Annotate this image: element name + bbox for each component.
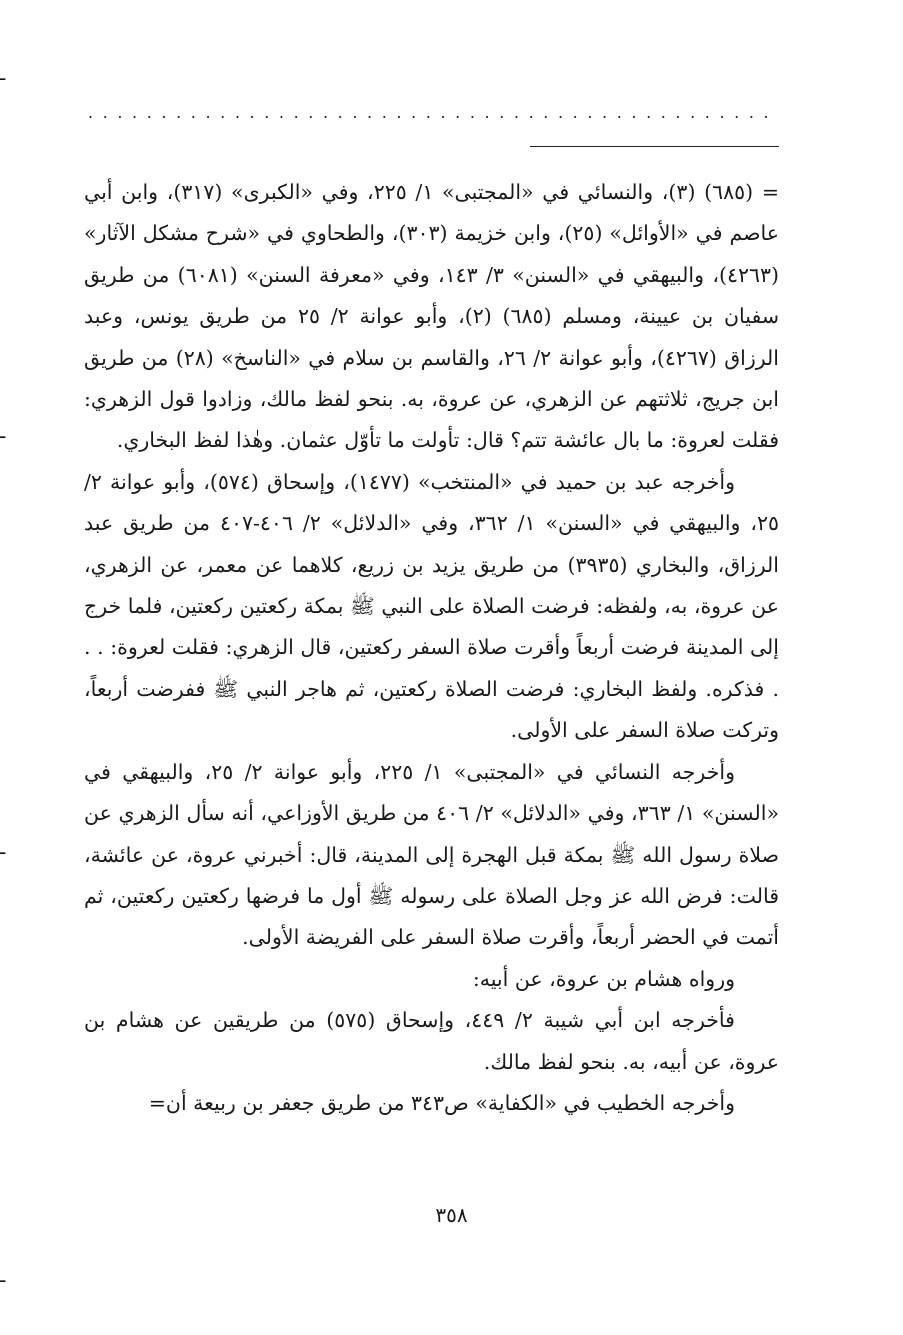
margin-mark-middle: ـ bbox=[0, 838, 6, 859]
paragraph-continuation: = (٦٨٥) (٣)، والنسائي في «المجتبى» ١/ ٢٢٥، وفي «الكبرى» (٣١٧)، وابن أبي عاصم في «الأوائل» (٢٥)، وابن خزيمة (٣٠٣)، والطحاوي في «شرح مشكل الآثار» (٤٢٦٣)، والبيهقي في «السنن» ٣/ ١٤٣، وفي «معرفة السنن» (٦٠٨١) من طريق سفيان بن عيينة، ومسلم (٦٨٥) (٢)، وأبو عوانة ٢/ ٢٥ من طريق يونس، وعبد الرزاق (٤٢٦٧)، وأبو عوانة ٢/ ٢٦، والقاسم بن سلام في «الناسخ» (٢٨) من طريق ابن جريج، ثلاثتهم عن الزهري، عن عروة، به. بنحو لفظ مالك، وزادوا قول الزهري: فقلت لعروة: ما بال عائشة تتم؟ قال: تأولت ما تأوّل عثمان. وهٰذا لفظ البخاري. bbox=[84, 180, 779, 453]
header-dotted-line: ............................................... bbox=[88, 106, 778, 120]
margin-mark-top: ـ bbox=[0, 64, 6, 85]
page-number: ٣٥٨ bbox=[435, 1203, 468, 1227]
paragraph-nasai: وأخرجه النسائي في «المجتبى» ١/ ٢٢٥، وأبو عوانة ٢/ ٢٥، والبيهقي في «السنن» ١/ ٣٦٣، وفي «الدلائل» ٢/ ٤٠٦ من طريق الأوزاعي، أنه سأل الزهري عن صلاة رسول الله ﷺ بمكة قبل الهجرة إلى المدينة، قال: أخبرني عروة، عن عائشة، قالت: فرض الله عز وجل الصلاة على رسوله ﷺ أول ما فرضها ركعتين ركعتين، ثم أتمت في الحضر أربعاً، وأقرت صلاة السفر على الفريضة الأولى. bbox=[84, 759, 779, 950]
margin-mark-upper: ـ bbox=[0, 422, 6, 443]
paragraph-hisham-intro: ورواه هشام بن عروة، عن أبيه: bbox=[472, 966, 735, 991]
paragraph-abd-bin-humaid: وأخرجه عبد بن حميد في «المنتخب» (١٤٧٧)، وإسحاق (٥٧٤)، وأبو عوانة ٢/ ٢٥، والبيهقي في «السنن» ١/ ٣٦٢، وفي «الدلائل» ٢/ ٤٠٦-٤٠٧ من طريق عبد الرزاق، والبخاري (٣٩٣٥) من طريق يزيد بن زريع، كلاهما عن معمر، عن الزهري، عن عروة، به، ولفظه: فرضت الصلاة على النبي ﷺ بمكة ركعتين ركعتين، فلما خرج إلى المدينة فرضت أربعاً وأقرت صلاة السفر ركعتين، قال الزهري: فقلت لعروة: . . . فذكره. ولفظ البخاري: فرضت الصلاة ركعتين، ثم هاجر النبي ﷺ ففرضت أربعاً، وتركت صلاة السفر على الأولى. bbox=[84, 469, 779, 743]
paragraph-khatib: وأخرجه الخطيب في «الكفاية» ص٣٤٣ من طريق جعفر بن ربيعة أن= bbox=[148, 1090, 735, 1115]
footnote-body bbox=[84, 172, 779, 1124]
paragraph-ibn-abi-shaybah: فأخرجه ابن أبي شيبة ٢/ ٤٤٩، وإسحاق (٥٧٥) من طريقين عن هشام بن عروة، عن أبيه، به. بنحو لفظ مالك. bbox=[84, 1008, 779, 1074]
margin-mark-bottom: ـ bbox=[0, 1266, 6, 1287]
footnote-separator-rule bbox=[530, 146, 779, 147]
